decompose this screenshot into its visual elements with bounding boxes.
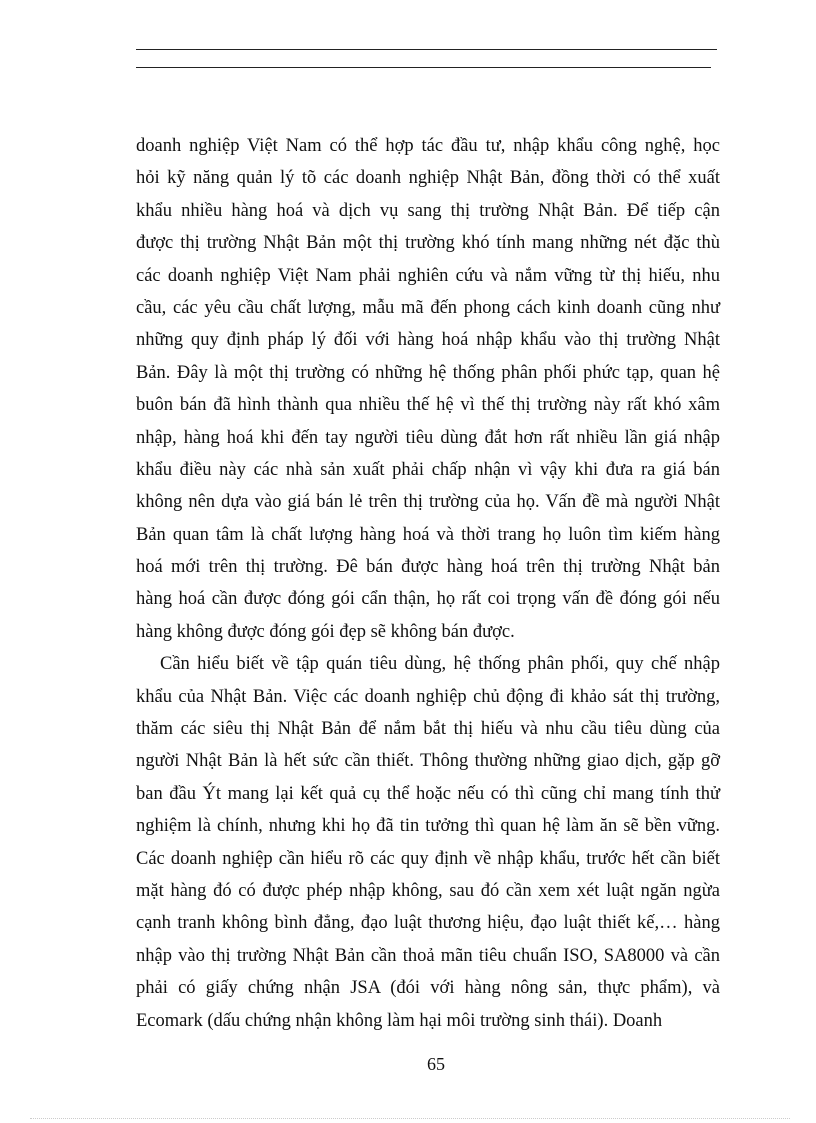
- text-line: khẩu của Nhật Bản. Việc các doanh nghiệp chủ động đi khảo sát thị trường,: [136, 686, 720, 707]
- text-line: hàng hoá cần được đóng gói cẩn thận, họ rất coi trọng vấn đề đóng gói nếu: [136, 589, 720, 610]
- text-line: những quy định pháp lý đối với hàng hoá nhập khẩu vào thị trường Nhật: [136, 330, 720, 351]
- text-line: Bản. Đây là một thị trường có những hệ thống phân phối phức tạp, quan hệ: [136, 362, 720, 383]
- text-line: khẩu nhiều hàng hoá và dịch vụ sang thị trường Nhật Bản. Để tiếp cận: [136, 200, 720, 221]
- body-text: [136, 130, 720, 1037]
- header-rule-bottom: [136, 67, 711, 68]
- text-line: Cần hiểu biết về tập quán tiêu dùng, hệ thống phân phối, quy chế nhập: [160, 654, 720, 675]
- text-line: các doanh nghiệp Việt Nam phải nghiên cứu và nắm vững từ thị hiếu, nhu: [136, 265, 720, 286]
- paragraph-2: [136, 648, 720, 1037]
- text-line: buôn bán đã hình thành qua nhiều thế hệ vì thế thị trường này rất khó xâm: [136, 395, 720, 416]
- text-line: hỏi kỹ năng quản lý tõ các doanh nghiệp Nhật Bản, đồng thời có thể xuất: [136, 168, 720, 189]
- text-line: cầu, các yêu cầu chất lượng, mẫu mã đến phong cách kinh doanh cũng như: [136, 297, 720, 318]
- text-line: Bản quan tâm là chất lượng hàng hoá và thời trang họ luôn tìm kiếm hàng: [136, 524, 720, 545]
- page-bottom-border: [30, 1118, 790, 1119]
- text-line: doanh nghiệp Việt Nam có thể hợp tác đầu tư, nhập khẩu công nghệ, học: [136, 136, 720, 156]
- paragraph-1: [136, 130, 720, 648]
- text-line: nhập vào thị trường Nhật Bản cần thoả mãn tiêu chuẩn ISO, SA8000 và cần: [136, 945, 720, 966]
- text-line: ban đầu Ýt mang lại kết quả cụ thể hoặc nếu có thì cũng chỉ mang tính thử: [136, 783, 720, 804]
- text-line: mặt hàng đó có được phép nhập không, sau đó cần xem xét luật ngăn ngừa: [136, 880, 720, 901]
- page-number: 65: [427, 1054, 445, 1074]
- text-line: người Nhật Bản là hết sức cần thiết. Thông thường những giao dịch, gặp gỡ: [136, 751, 720, 772]
- text-line: được thị trường Nhật Bản một thị trường khó tính mang những nét đặc thù: [136, 233, 720, 254]
- text-line: phải có giấy chứng nhận JSA (đói với hàng nông sản, thực phẩm), và: [136, 978, 720, 999]
- text-line: thăm các siêu thị Nhật Bản để nắm bắt thị hiếu và nhu cầu tiêu dùng của: [136, 719, 720, 740]
- text-line: nghiệm là chính, nhưng khi họ đã tin tưởng thì quan hệ làm ăn sẽ bền vững.: [136, 816, 720, 837]
- header-rule-top: [136, 49, 717, 50]
- text-line: khẩu điều này các nhà sản xuất phải chấp nhận vì vậy khi đưa ra giá bán: [136, 459, 720, 480]
- text-line: nhập, hàng hoá khi đến tay người tiêu dùng đắt hơn rất nhiều lần giá nhập: [136, 427, 720, 448]
- text-line: Ecomark (dấu chứng nhận không làm hại môi trường sinh thái). Doanh: [136, 1010, 663, 1031]
- text-line: không nên dựa vào giá bán lẻ trên thị trường của họ. Vấn đề mà người Nhật: [136, 492, 720, 513]
- text-line: Các doanh nghiệp cần hiểu rõ các quy định về nhập khẩu, trước hết cần biết: [136, 848, 720, 869]
- text-line: cạnh tranh không bình đẳng, đạo luật thương hiệu, đạo luật thiết kế,… hàng: [136, 913, 720, 934]
- text-line: hoá mới trên thị trường. Đê bán được hàng hoá trên thị trường Nhật bản: [136, 557, 720, 578]
- text-line: hàng không được đóng gói đẹp sẽ không bán được.: [136, 621, 515, 642]
